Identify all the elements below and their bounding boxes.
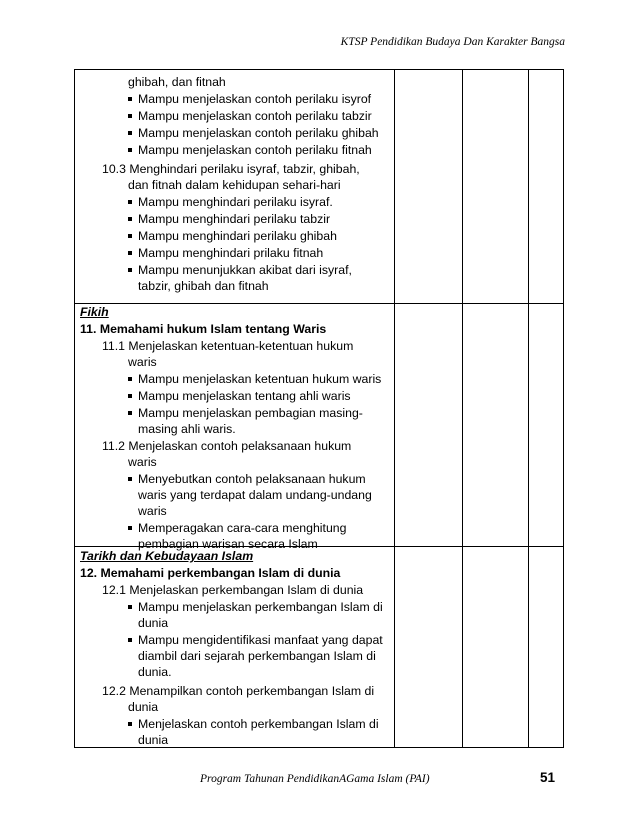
indicator-item: [128, 194, 333, 210]
running-header: KTSP Pendidikan Budaya Dan Karakter Bangsa: [340, 36, 565, 48]
section-heading: [80, 548, 253, 564]
line-text: diambil dari sejarah perkembangan Islam di: [138, 649, 376, 663]
line-text: Mampu menjelaskan contoh perilaku fitnah: [138, 143, 372, 157]
indicator-item: [128, 371, 381, 387]
square-bullet-icon: [128, 234, 132, 238]
indicator-item: [128, 388, 351, 404]
indicator-item: [128, 716, 379, 732]
basic-competency: [102, 582, 363, 598]
line-text: dunia: [138, 733, 169, 747]
table-row-line: [74, 303, 564, 304]
line-text: waris: [128, 455, 157, 469]
indicator-item: [128, 632, 383, 648]
line-text: Fikih: [80, 305, 109, 319]
line-text: 10.3 Menghindari perilaku isyraf, tabzir, ghibah,: [102, 162, 360, 176]
line-text: Mampu menjelaskan contoh perilaku tabzir: [138, 109, 372, 123]
line-text: Mampu menghindari perilaku ghibah: [138, 229, 337, 243]
line-text: 11.2 Menjelaskan contoh pelaksanaan hukum: [102, 439, 352, 453]
line-text: 11.1 Menjelaskan ketentuan-ketentuan hukum: [102, 339, 354, 353]
basic-competency: [102, 161, 360, 177]
line-text: Mampu menunjukkan akibat dari isyraf,: [138, 263, 352, 277]
line-text: Mampu menjelaskan pembagian masing-: [138, 406, 363, 420]
line-text: Tarikh dan Kebudayaan Islam: [80, 549, 254, 563]
text-line: [138, 664, 172, 680]
indicator-item: [128, 91, 371, 107]
indicator-item: [128, 262, 352, 278]
line-text: 12.2 Menampilkan contoh perkembangan Islam di: [102, 684, 375, 698]
table-column-line: [528, 70, 529, 747]
text-line: [128, 454, 157, 470]
text-line: [138, 732, 168, 748]
line-text: Mampu mengidentifikasi manfaat yang dapat: [138, 633, 383, 647]
line-text: Menyebutkan contoh pelaksanaan hukum: [138, 472, 366, 486]
line-text: masing ahli waris.: [138, 422, 236, 436]
competency-standard: [80, 565, 340, 581]
square-bullet-icon: [128, 148, 132, 152]
line-text: tabzir, ghibah dan fitnah: [138, 279, 269, 293]
line-text: Mampu menjelaskan contoh perilaku ghibah: [138, 126, 379, 140]
square-bullet-icon: [128, 394, 132, 398]
square-bullet-icon: [128, 638, 132, 642]
page-number: 51: [540, 770, 556, 785]
section-heading: [80, 304, 109, 320]
running-footer: Program Tahunan PendidikanAGama Islam (PAI): [200, 773, 430, 785]
line-text: 12.1 Menjelaskan perkembangan Islam di dunia: [102, 583, 364, 597]
basic-competency: [102, 338, 353, 354]
square-bullet-icon: [128, 217, 132, 221]
line-text: Memperagakan cara-cara menghitung: [138, 521, 347, 535]
square-bullet-icon: [128, 131, 132, 135]
table-column-line: [394, 70, 395, 747]
line-text: waris: [128, 355, 157, 369]
line-text: waris yang terdapat dalam undang-undang: [138, 488, 372, 502]
competency-table: [74, 69, 564, 748]
indicator-item: [128, 405, 363, 421]
square-bullet-icon: [128, 477, 132, 481]
indicator-item: [128, 520, 346, 536]
line-text: ghibah, dan fitnah: [128, 75, 226, 89]
line-text: Mampu menghindari perilaku isyraf.: [138, 195, 333, 209]
line-text: dunia: [128, 700, 159, 714]
line-text: Mampu menjelaskan perkembangan Islam di: [138, 600, 383, 614]
text-line: [128, 177, 341, 193]
line-text: dunia.: [138, 665, 172, 679]
text-line: [138, 648, 376, 664]
indicator-item: [128, 245, 323, 261]
line-text: Mampu menjelaskan ketentuan hukum waris: [138, 372, 382, 386]
text-line: [138, 421, 236, 437]
square-bullet-icon: [128, 526, 132, 530]
indicator-item: [128, 599, 383, 615]
text-line: [128, 699, 158, 715]
square-bullet-icon: [128, 114, 132, 118]
table-column-line: [462, 70, 463, 747]
indicator-item: [128, 108, 372, 124]
square-bullet-icon: [128, 722, 132, 726]
line-text: Mampu menghindari prilaku fitnah: [138, 246, 324, 260]
square-bullet-icon: [128, 251, 132, 255]
line-text: 11. Memahami hukum Islam tentang Waris: [80, 322, 327, 336]
text-line: [138, 503, 167, 519]
indicator-item: [128, 471, 366, 487]
line-text: Menjelaskan contoh perkembangan Islam di: [138, 717, 379, 731]
line-text: Mampu menjelaskan contoh perilaku isyrof: [138, 92, 372, 106]
square-bullet-icon: [128, 411, 132, 415]
text-line: [138, 615, 168, 631]
square-bullet-icon: [128, 97, 132, 101]
square-bullet-icon: [128, 377, 132, 381]
line-text: Mampu menjelaskan tentang ahli waris: [138, 389, 351, 403]
indicator-item: [128, 211, 330, 227]
line-text: pembagian warisan secara Islam: [138, 537, 318, 551]
competency-standard: [80, 321, 326, 337]
indicator-item: [128, 228, 337, 244]
text-line: [128, 74, 226, 90]
text-line: [128, 354, 157, 370]
table-column-line: [563, 70, 564, 747]
indicator-item: [128, 142, 372, 158]
square-bullet-icon: [128, 605, 132, 609]
table-column-line: [74, 70, 75, 747]
square-bullet-icon: [128, 268, 132, 272]
line-text: dan fitnah dalam kehidupan sehari-hari: [128, 178, 341, 192]
line-text: Mampu menghindari perilaku tabzir: [138, 212, 331, 226]
basic-competency: [102, 438, 351, 454]
square-bullet-icon: [128, 200, 132, 204]
line-text: 12. Memahami perkembangan Islam di dunia: [80, 566, 341, 580]
basic-competency: [102, 683, 374, 699]
line-text: dunia: [138, 616, 169, 630]
text-line: [138, 487, 372, 503]
indicator-item: [128, 125, 379, 141]
text-line: [138, 278, 269, 294]
line-text: waris: [138, 504, 167, 518]
